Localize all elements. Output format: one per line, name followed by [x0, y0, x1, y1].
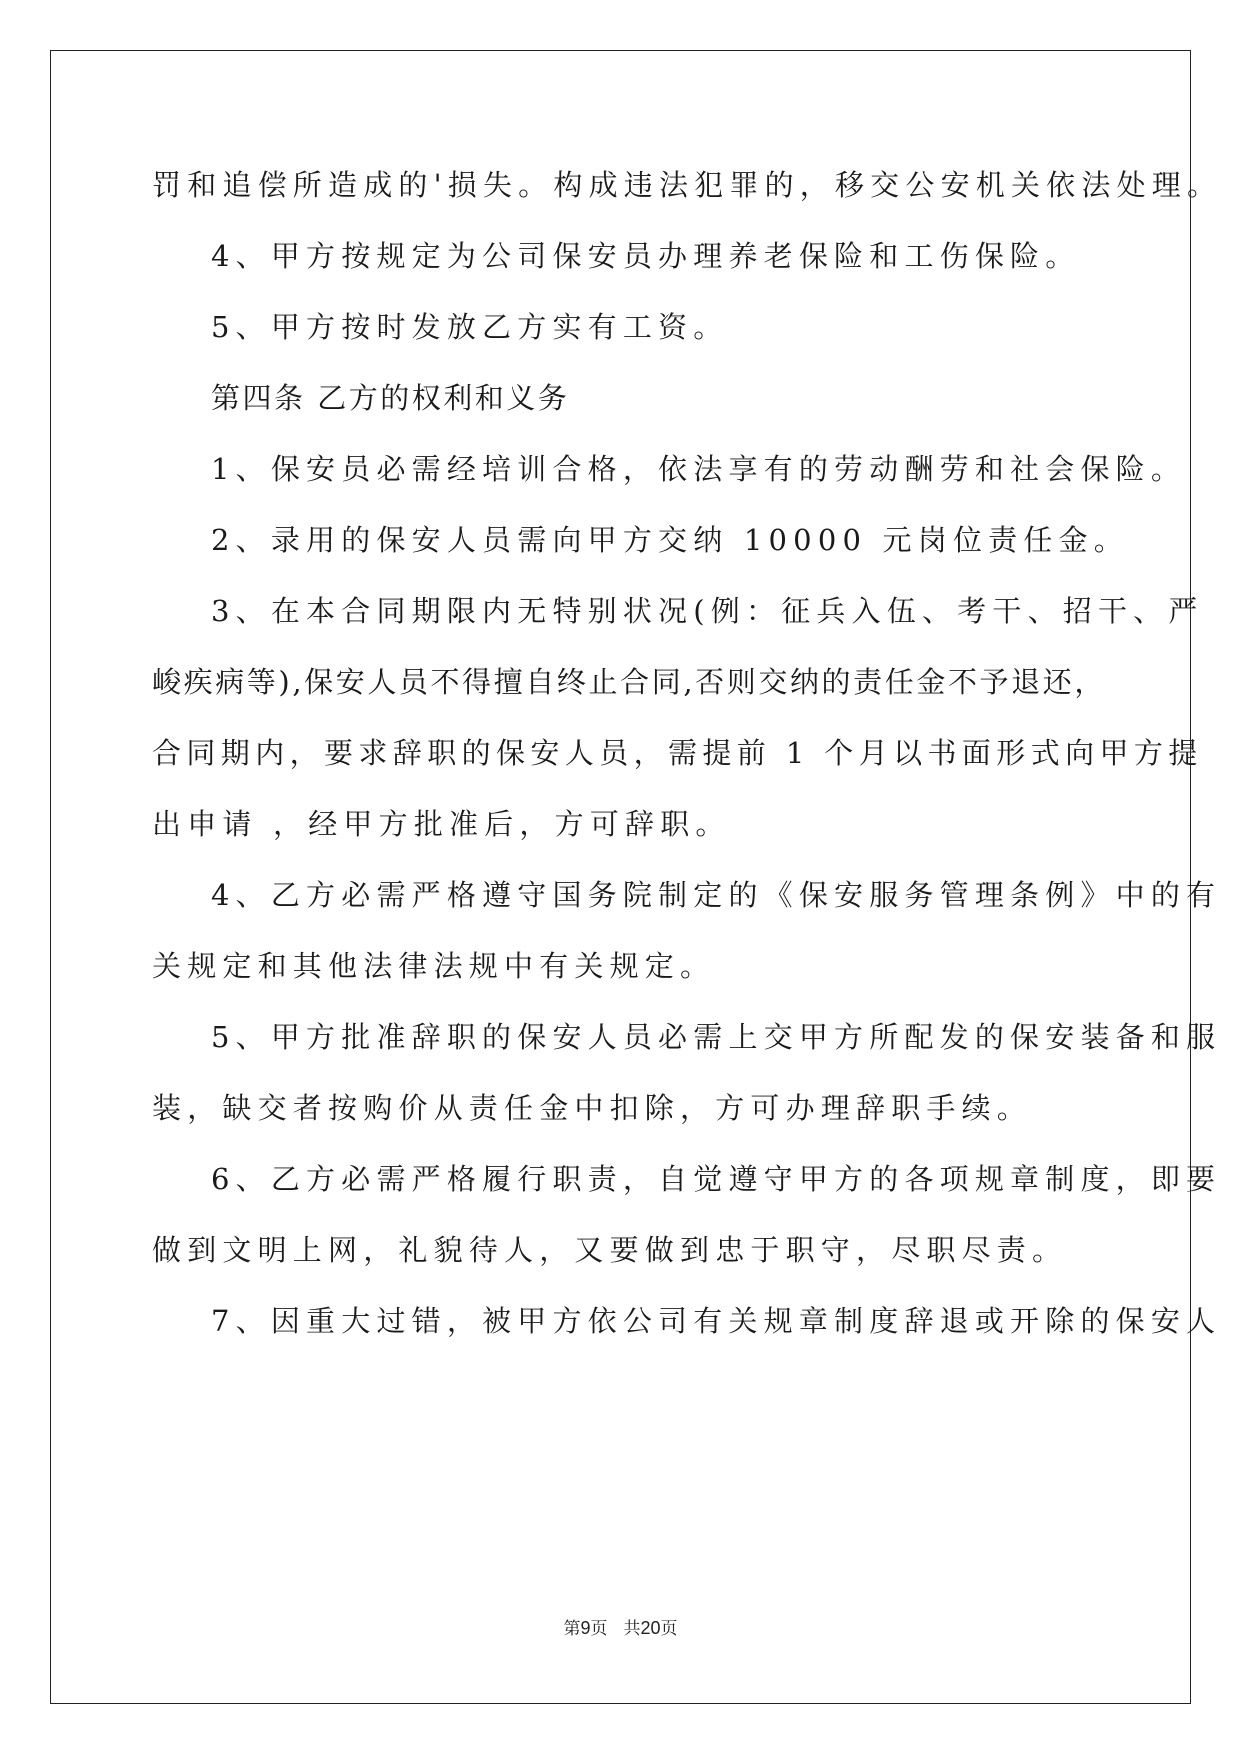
paragraph-line: 6、乙方必需严格履行职责，自觉遵守甲方的各项规章制度，即要: [211, 1162, 1222, 1196]
paragraph-line: 5、甲方批准辞职的保安人员必需上交甲方所配发的保安装备和服: [211, 1020, 1222, 1054]
paragraph-line: 装，缺交者按购价从责任金中扣除，方可办理辞职手续。: [152, 1091, 1033, 1125]
footer-page-number: 9: [580, 1618, 591, 1638]
paragraph-line: 4、乙方必需严格遵守国务院制定的《保安服务管理条例》中的有: [211, 878, 1222, 912]
page-footer: [0, 1617, 1241, 1640]
paragraph-line: 峻疾病等),保安人员不得擅自终止合同,否则交纳的责任金不予退还，: [152, 665, 1106, 699]
footer-total-pages: 20: [640, 1618, 661, 1638]
footer-page-suffix: 页: [590, 1619, 608, 1639]
paragraph-line: 4、甲方按规定为公司保安员办理养老保险和工伤保险。: [211, 239, 1081, 273]
paragraph-line: 关规定和其他法律法规中有关规定。: [152, 949, 716, 983]
footer-total-prefix: 共: [623, 1619, 641, 1639]
section-heading: 第四条 乙方的权利和义务: [211, 381, 570, 415]
paragraph-line: 3、在本合同期限内无特别状况(例：征兵入伍、考干、招干、严: [211, 594, 1204, 628]
paragraph-line: 7、因重大过错，被甲方依公司有关规章制度辞退或开除的保安人: [211, 1304, 1222, 1338]
paragraph-line: 出申请 ，经甲方批准后，方可辞职。: [152, 807, 731, 841]
paragraph-line: 合同期内，要求辞职的保安人员，需提前 1 个月以书面形式向甲方提: [152, 736, 1203, 770]
footer-total-suffix: 页: [660, 1619, 678, 1639]
paragraph-line: 做到文明上网，礼貌待人，又要做到忠于职守，尽职尽责。: [152, 1233, 1068, 1267]
paragraph-line: 2、录用的保安人员需向甲方交纳 10000 元岗位责任金。: [211, 523, 1129, 557]
paragraph-line: 罚和追偿所造成的'损失。构成违法犯罪的，移交公安机关依法处理。: [152, 168, 1223, 202]
footer-page-prefix: 第: [563, 1619, 581, 1639]
paragraph-line: 1、保安员必需经培训合格，依法享有的劳动酬劳和社会保险。: [211, 452, 1187, 486]
paragraph-line: 5、甲方按时发放乙方实有工资。: [211, 310, 729, 344]
